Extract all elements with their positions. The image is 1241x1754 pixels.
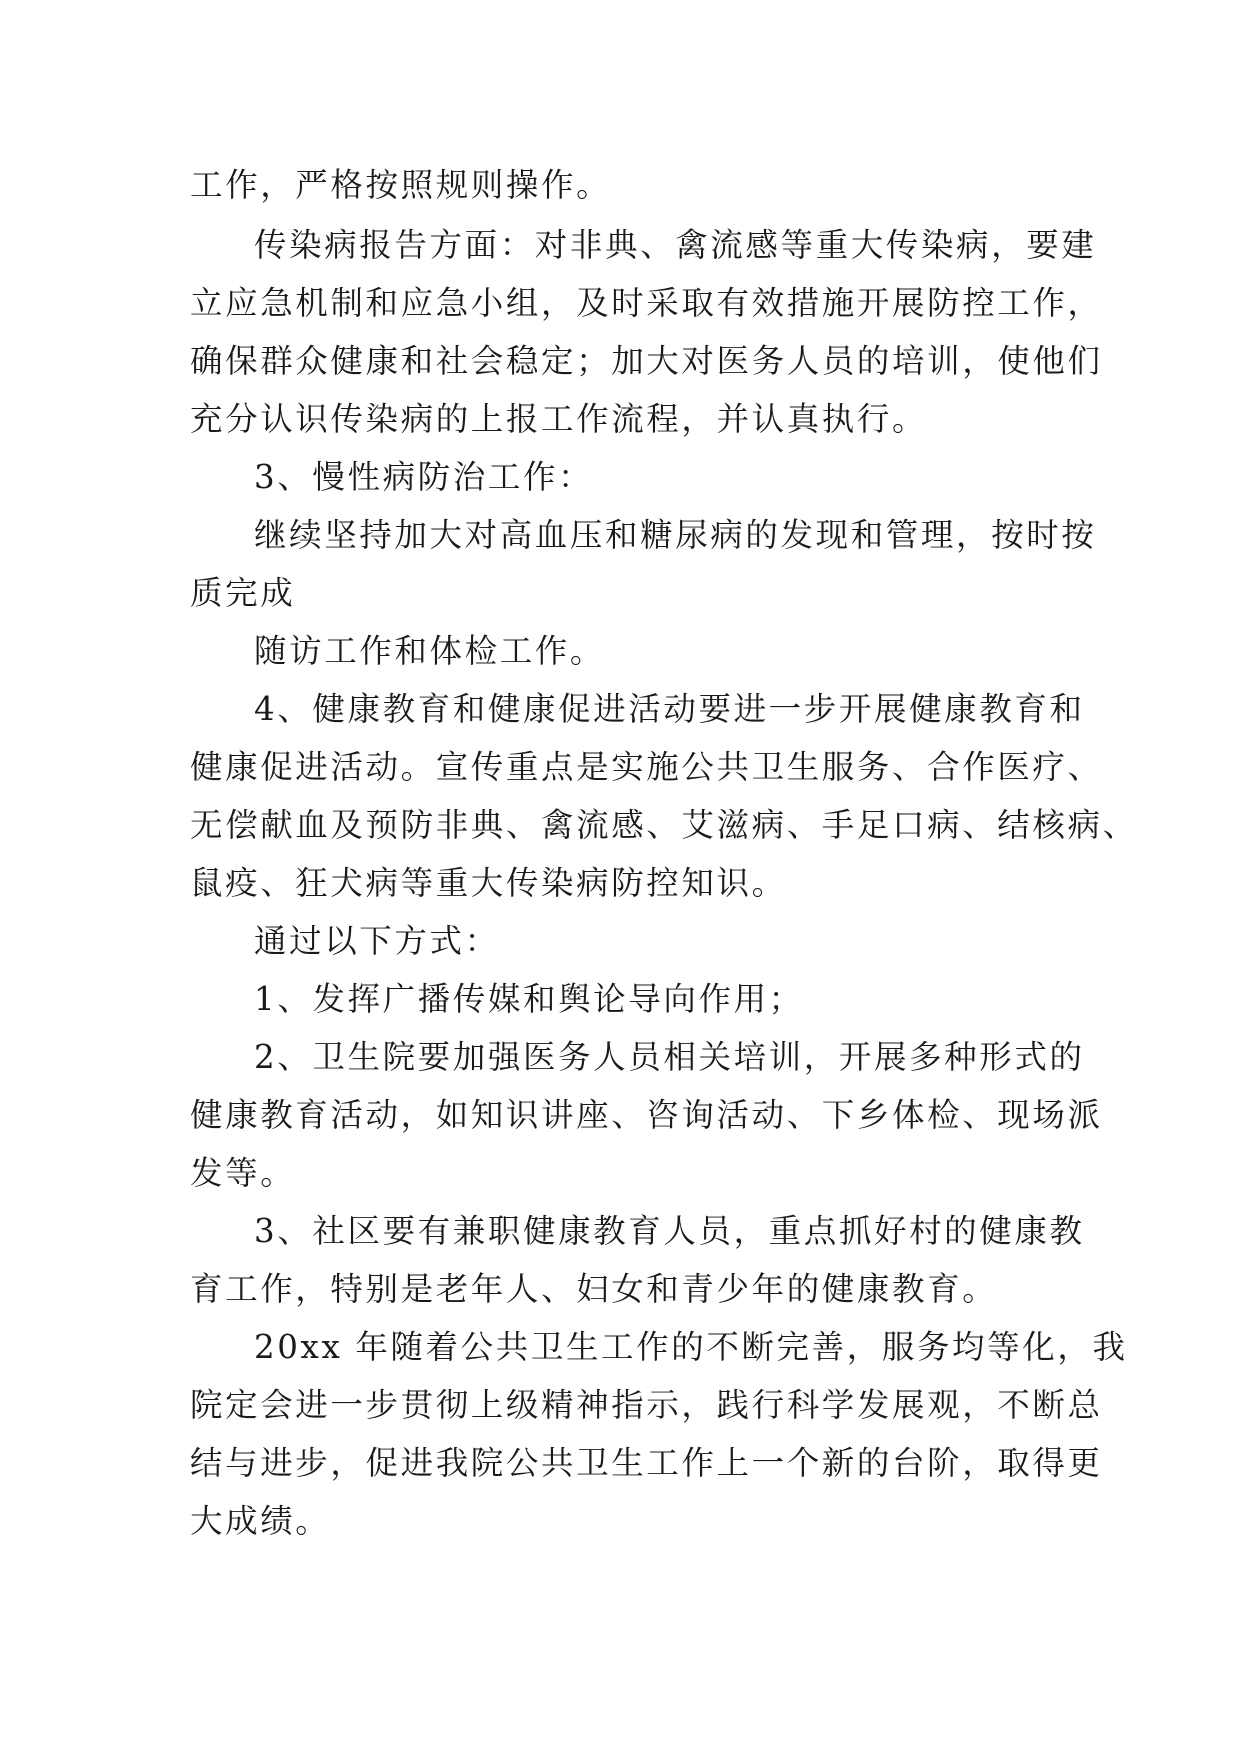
text-line: 鼠疫、狂犬病等重大传染病防控知识。 (190, 864, 787, 902)
text-line: 通过以下方式： (254, 922, 500, 960)
text-line: 健康促进活动。宣传重点是实施公共卫生服务、合作医疗、 (190, 748, 1103, 786)
text-line: 传染病报告方面：对非典、禽流感等重大传染病，要建 (254, 226, 1097, 264)
text-line: 工作，严格按照规则操作。 (190, 166, 612, 204)
text-line: 立应急机制和应急小组，及时采取有效措施开展防控工作， (190, 284, 1103, 322)
text-line: 确保群众健康和社会稳定；加大对医务人员的培训，使他们 (190, 342, 1103, 380)
list-item: 3、社区要有兼职健康教育人员，重点抓好村的健康教 (254, 1212, 1085, 1250)
text-line: 无偿献血及预防非典、禽流感、艾滋病、手足口病、结核病、 (190, 806, 1138, 844)
text-line: 发等。 (190, 1154, 296, 1192)
text-line: 充分认识传染病的上报工作流程，并认真执行。 (190, 400, 928, 438)
section-heading: 3、慢性病防治工作： (254, 458, 594, 496)
text-line: 大成绩。 (190, 1502, 331, 1540)
list-item: 1、发挥广播传媒和舆论导向作用； (254, 980, 804, 1018)
text-line: 院定会进一步贯彻上级精神指示，践行科学发展观，不断总 (190, 1386, 1103, 1424)
list-item: 2、卫生院要加强医务人员相关培训，开展多种形式的 (254, 1038, 1085, 1076)
text-line: 质完成 (190, 574, 296, 612)
text-line: 随访工作和体检工作。 (254, 632, 606, 670)
text-line: 20xx 年随着公共卫生工作的不断完善，服务均等化，我 (254, 1328, 1128, 1366)
text-line: 健康教育活动，如知识讲座、咨询活动、下乡体检、现场派 (190, 1096, 1103, 1134)
text-line: 结与进步，促进我院公共卫生工作上一个新的台阶，取得更 (190, 1444, 1103, 1482)
section-heading: 4、健康教育和健康促进活动要进一步开展健康教育和 (254, 690, 1085, 728)
text-line: 育工作，特别是老年人、妇女和青少年的健康教育。 (190, 1270, 998, 1308)
text-line: 继续坚持加大对高血压和糖尿病的发现和管理，按时按 (254, 516, 1097, 554)
